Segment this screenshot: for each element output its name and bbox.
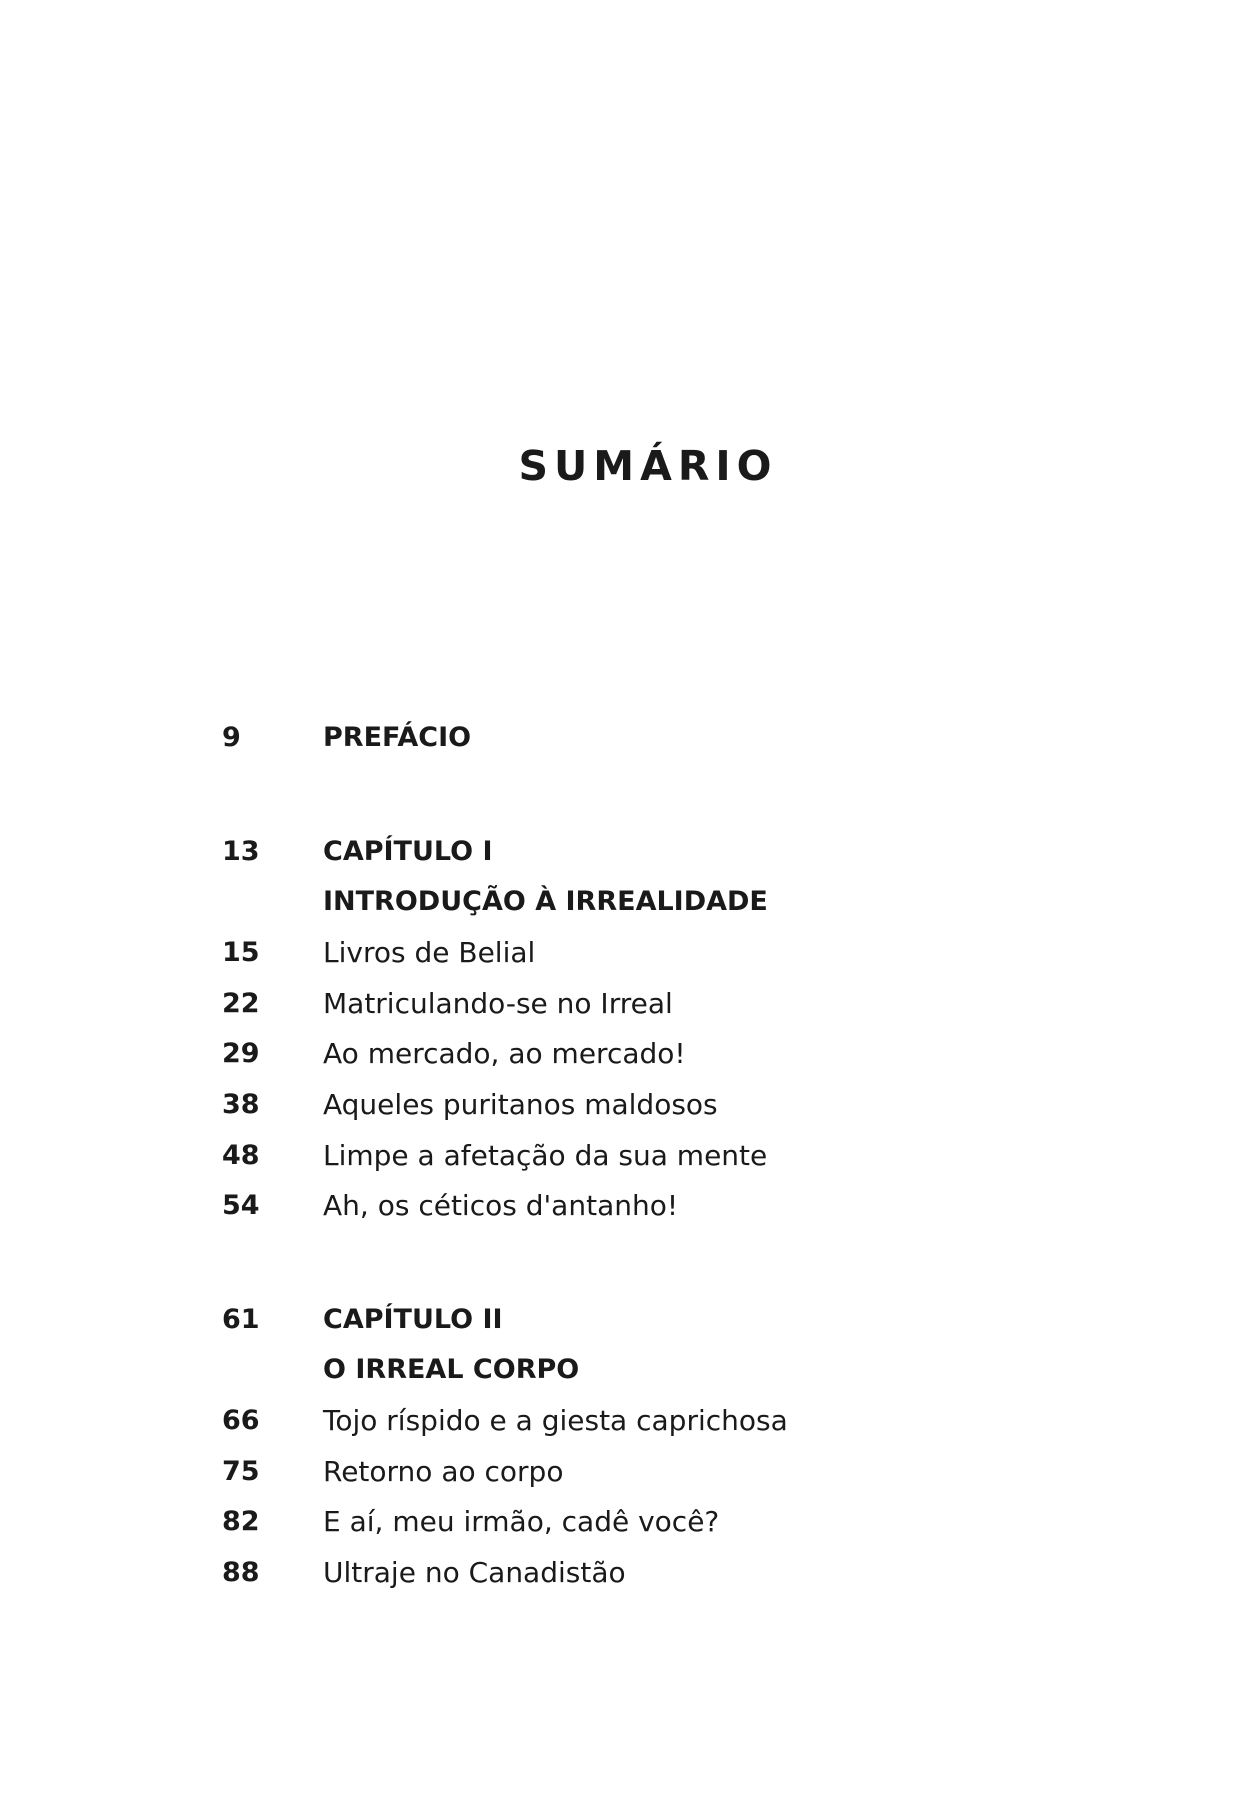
toc-entry [0,714,1260,762]
toc-entry [0,1081,1260,1129]
toc-title: E aí, meu irmão, cadê você? [323,1505,720,1538]
toc-entry [0,1448,1260,1496]
toc-heading: INTRODUÇÃO À IRREALIDADE [323,886,768,917]
toc-title: Limpe a afetação da sua mente [323,1139,768,1172]
toc-title: Ultraje no Canadistão [323,1556,626,1589]
toc-title: Ah, os céticos d'antanho! [323,1189,679,1222]
toc-page-number: 61 [222,1304,260,1335]
toc-page-number: 48 [222,1140,260,1171]
toc-entry [0,980,1260,1028]
toc-title: Aqueles puritanos maldosos [323,1088,718,1121]
toc-page-number: 38 [222,1089,260,1120]
toc-entry [0,1397,1260,1445]
toc-entry [0,1132,1260,1180]
toc-entry [0,1296,1260,1344]
toc-entry [0,1346,1260,1394]
toc-page-number: 15 [222,937,260,968]
toc-page-number: 9 [222,722,241,753]
toc-page-number: 82 [222,1506,260,1537]
toc-heading: CAPÍTULO II [323,1304,503,1335]
toc-entry [0,1498,1260,1546]
toc-page-number: 13 [222,836,260,867]
toc-heading: O IRREAL CORPO [323,1354,580,1385]
toc-entry [0,1182,1260,1230]
toc-page-number: 22 [222,988,260,1019]
toc-page-number: 75 [222,1456,260,1487]
toc-page-number: 88 [222,1557,260,1588]
toc-entry [0,828,1260,876]
toc-entry [0,878,1260,926]
toc-page-number: 54 [222,1190,260,1221]
toc-page-number: 66 [222,1405,260,1436]
toc-heading: PREFÁCIO [323,722,472,753]
toc-title: Retorno ao corpo [323,1455,564,1488]
toc-title: Tojo ríspido e a giesta caprichosa [323,1404,788,1437]
page-title: SUMÁRIO [518,442,778,490]
toc-title: Ao mercado, ao mercado! [323,1037,686,1070]
toc-entry [0,1030,1260,1078]
toc-page-number: 29 [222,1038,260,1069]
toc-entry [0,929,1260,977]
toc-title: Matriculando-se no Irreal [323,987,673,1020]
toc-entry [0,1549,1260,1597]
toc-heading: CAPÍTULO I [323,836,493,867]
toc-title: Livros de Belial [323,936,536,969]
